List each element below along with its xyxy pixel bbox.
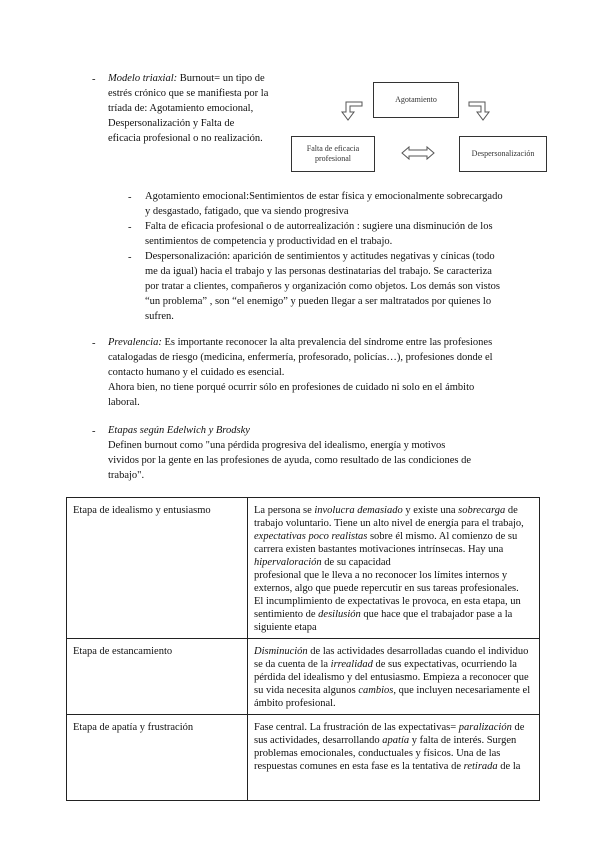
description-line: Fase central. La frustración de las expectativas= paralización de — [254, 722, 525, 733]
sub-dash-0: - — [128, 192, 132, 203]
etapas-title: Etapas según Edelwich y Brodsky — [108, 425, 250, 436]
stage-description-cell — [248, 639, 540, 715]
diagram-box-despersonalizacion: Despersonalización — [459, 136, 547, 172]
description-line: La persona se involucra demasiado y existe una sobrecarga de — [254, 505, 518, 516]
description-line: problemas emocionales, conductuales y físicos. Una de las — [254, 748, 501, 759]
arrow-left-down-icon — [338, 98, 364, 122]
description-line: sus actividades, desarrollando apatía y falta de interés. Surgen — [254, 735, 517, 746]
etapas-dash: - — [92, 426, 96, 437]
description-line: Disminución de las actividades desarrolladas cuando el individuo — [254, 646, 529, 657]
modelo-triaxial-text — [108, 71, 268, 146]
prevalencia-text: Prevalencia: Es importante reconocer la alta prevalencia del síndrome entre las profesiones catalogadas de riesgo (medicina, enfermería, profesorado, policías…), profesiones donde el contacto humano y el cuidado es esencial. Ahora bien, no tiene porqué ocurrir sólo en profesiones de cuidado ni solo en el ámbito laboral. — [108, 337, 493, 408]
stage-name-cell: Etapa de apatía y frustración — [67, 715, 248, 801]
description-line: sentimiento de desilusión que hace que el trabajador pase a la — [254, 609, 513, 620]
description-line: El incumplimiento de expectativas le provoca, en esta etapa, un — [254, 596, 521, 607]
sub-dash-1: - — [128, 222, 132, 233]
stage-description-cell — [248, 498, 540, 639]
description-line: ámbito profesional. — [254, 698, 336, 709]
modelo-line-3: Despersonalización y Falta de — [108, 118, 235, 129]
modelo-line-4: eficacia profesional o no realización. — [108, 133, 263, 144]
description-line: respuestas comunes en esta fase es la tentativa de retirada de la — [254, 761, 521, 772]
diagram-box-falta-eficacia: Falta de eficacia profesional — [291, 136, 375, 172]
table-row — [67, 715, 540, 801]
description-line: carrera existen bastantes motivaciones intrínsecas. Hay una — [254, 544, 504, 555]
etapas-text: Etapas según Edelwich y Brodsky Definen burnout como "una pérdida progresiva del idealismo, energía y motivos vividos por la gente en las profesiones de ayuda, como resultado de las condiciones de trabajo". — [108, 425, 472, 481]
prevalencia-label: Prevalencia: — [108, 337, 162, 348]
etapas-table-body — [67, 498, 540, 801]
arrow-double-horizontal-icon — [400, 145, 436, 161]
modelo-dash: - — [92, 74, 96, 85]
sub-dash-2: - — [128, 252, 132, 263]
etapas-table — [66, 497, 540, 801]
description-line: se da cuenta de la irrealidad de sus expectativas, ocurriendo la — [254, 659, 517, 670]
table-row — [67, 498, 540, 639]
description-line: siguiente etapa — [254, 622, 317, 633]
stage-name-cell: Etapa de idealismo y entusiasmo — [67, 498, 248, 639]
sub-bullet-despersonalizacion: Despersonalización: aparición de sentimientos y actitudes negativas y cínicas (todo me da igual) hacia el trabajo y las personas destinatarias del trabajo. Se caracteriza por tratar a clientes, compañeros y organización como objetos. Los demás son vistos “un problema” , son “el enemigo” y pueden llegar a ser maltratados por quienes lo sufren. — [145, 251, 500, 322]
prevalencia-dash: - — [92, 338, 96, 349]
description-line: su vida necesita algunos cambios, que incluyen necesariamente el — [254, 685, 531, 696]
modelo-line-0: Modelo triaxial: Burnout= un tipo de — [108, 73, 265, 84]
modelo-line-2: tríada de: Agotamiento emocional, — [108, 103, 254, 114]
arrow-right-down-icon — [467, 98, 493, 122]
stage-description-cell — [248, 715, 540, 801]
description-line: profesional que le lleva a no reconocer los límites internos y — [254, 570, 508, 581]
description-line: pérdida del idealismo y del entusiasmo. Empieza a reconocer que — [254, 672, 529, 683]
description-line: expectativas poco realistas sobre él mismo. Al comienzo de su — [254, 531, 518, 542]
description-line: trabajo voluntario. Tiene un alto nivel de energía para el trabajo, — [254, 518, 524, 529]
stage-name-cell: Etapa de estancamiento — [67, 639, 248, 715]
description-line: externos, algo que puede repercutir en sus tareas profesionales. — [254, 583, 519, 594]
sub-bullet-agotamiento: Agotamiento emocional:Sentimientos de estar física y emocionalmente sobrecargado y desgastado, fatigado, que va siendo progresiva — [145, 191, 503, 217]
diagram-box-agotamiento: Agotamiento — [373, 82, 459, 118]
description-line: hipervaloración de su capacidad — [254, 557, 391, 568]
modelo-line-1: estrés crónico que se manifiesta por la — [108, 88, 269, 99]
table-row — [67, 639, 540, 715]
sub-bullet-falta-eficacia: Falta de eficacia profesional o de autorrealización : sugiere una disminución de los sentimientos de competencia y productividad en el trabajo. — [145, 221, 493, 247]
